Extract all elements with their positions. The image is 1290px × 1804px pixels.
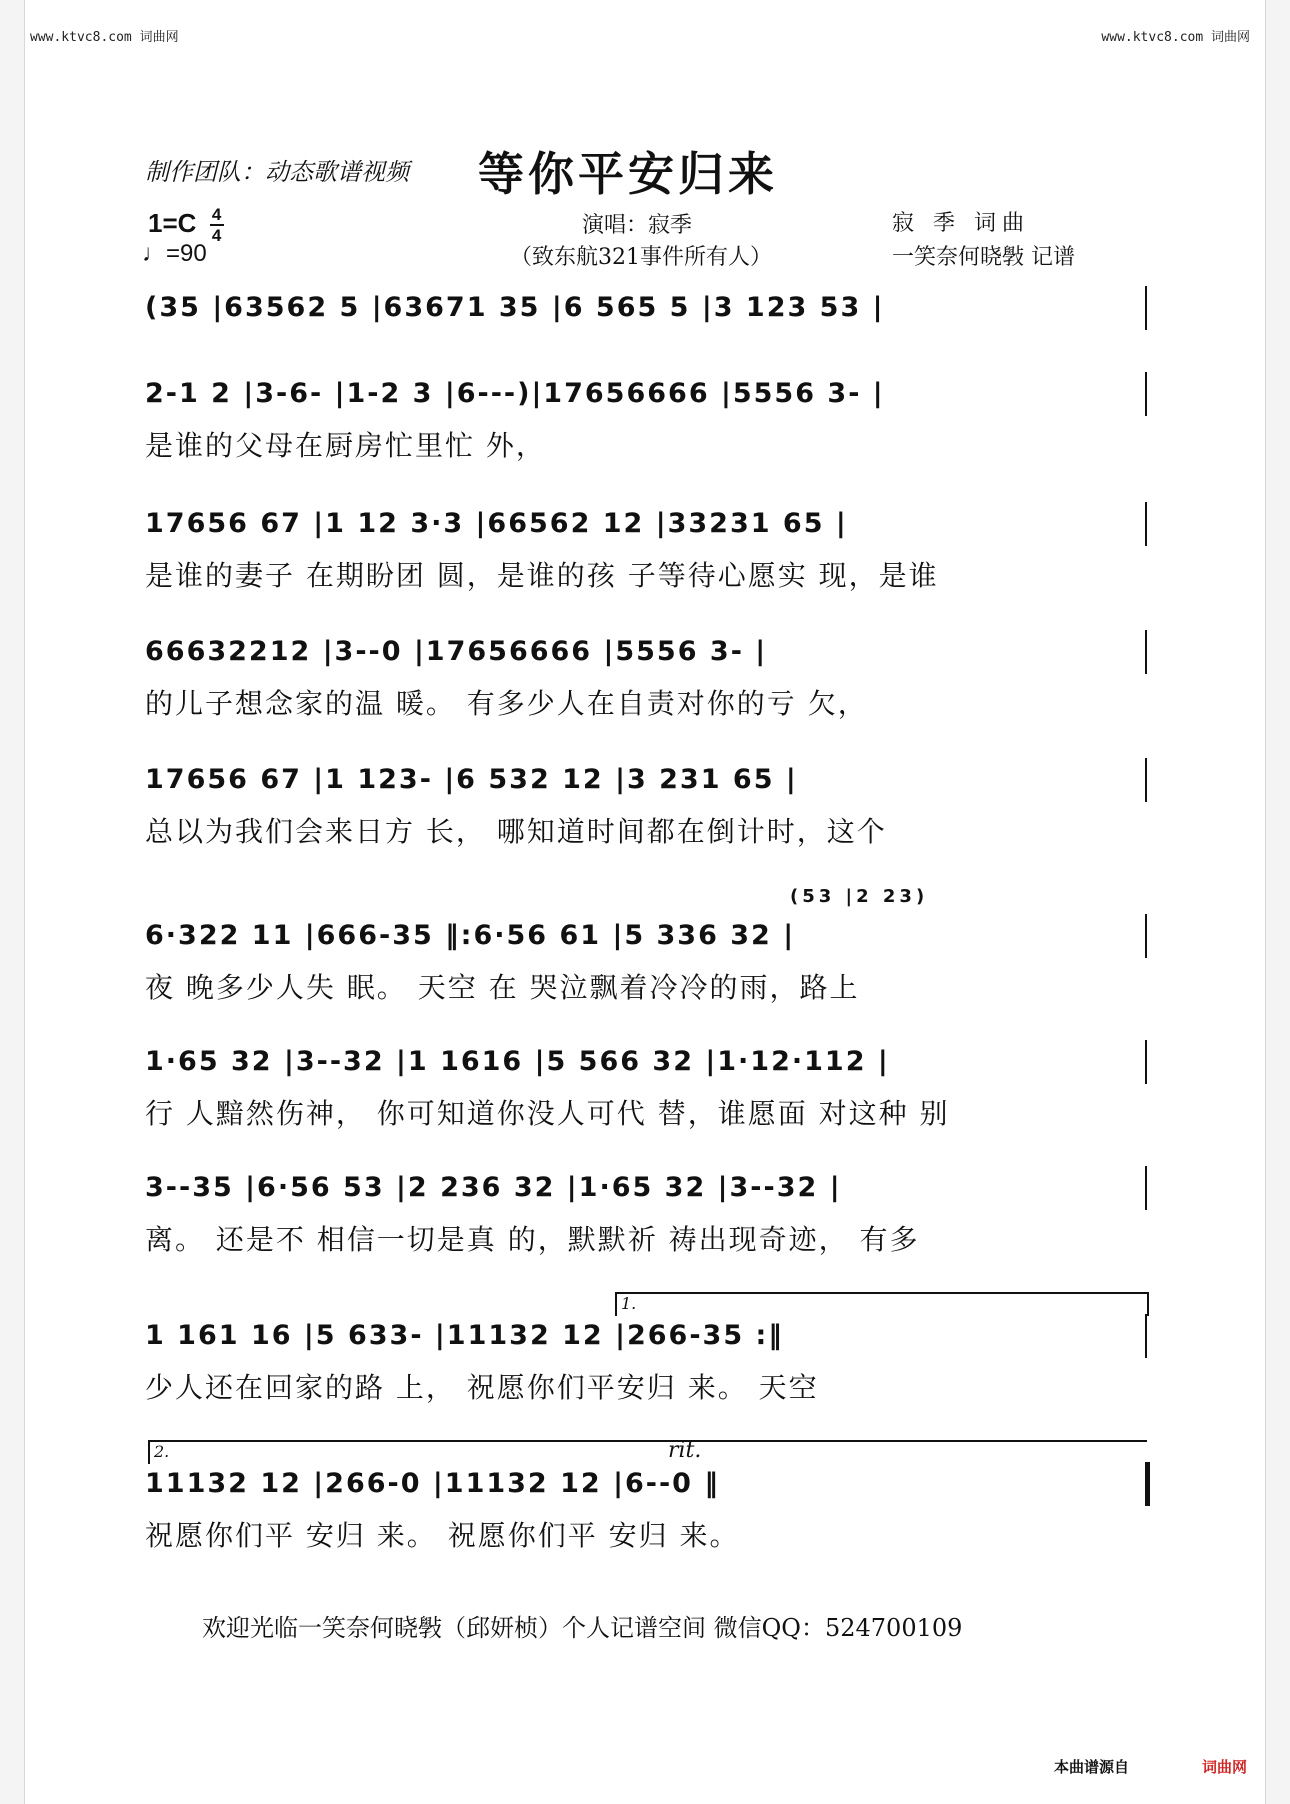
time-signature [210,206,224,244]
volta-number: 2. [154,1442,170,1461]
volta-bracket [148,1440,1147,1464]
notation-line: 3--35 |6·56 53 |2 236 32 |1·65 32 |3--32 | [145,1172,842,1203]
credit-text: 制作团队：动态歌谱视频 [145,158,409,186]
watermark-left: www.ktvc8.com 词曲网 [30,30,179,45]
notation-line: 1 161 16 |5 633- |11132 12 |266-35 :‖ [145,1320,784,1351]
barline [1145,372,1147,416]
ritardando-mark: rit. [668,1438,702,1463]
lyrics-line: 少人还在回家的路 上， 祝愿你们平安归 来。 天空 [145,1371,819,1404]
ossia-notes: (53 |2 23) [790,886,929,907]
right-margin-strip [1265,0,1290,1804]
notation-line: 6·322 11 |666-35 ‖:6·56 61 |5 336 32 | [145,920,796,951]
barline [1145,286,1147,330]
notation-line: 17656 67 |1 12 3·3 |66562 12 |33231 65 | [145,508,848,539]
volta-bracket [615,1292,1149,1316]
source-label: 本曲谱源自 [1054,1758,1130,1776]
left-margin-strip [0,0,25,1804]
lyrics-line: 是谁的父母在厨房忙里忙 外， [145,429,546,462]
barline [1145,914,1147,958]
notation-line: (35 |63562 5 |63671 35 |6 565 5 |3 123 53 | [145,292,885,323]
lyrics-line: 总以为我们会来日方 长， 哪知道时间都在倒计时，这个 [145,815,887,848]
barline [1145,1040,1147,1084]
lyrics-line: 祝愿你们平 安归 来。 祝愿你们平 安归 来。 [145,1519,740,1552]
barline [1145,1166,1147,1210]
notation-line: 17656 67 |1 123- |6 532 12 |3 231 65 | [145,764,798,795]
composer-text: 寂 季 词曲 [892,211,1030,236]
barline [1145,1314,1147,1358]
barline [1145,1462,1150,1506]
key-signature [148,206,224,244]
barline [1145,502,1147,546]
dedication-text: （致东航321事件所有人） [510,245,772,270]
volta-number: 1. [621,1294,637,1313]
lyrics-line: 夜 晚多少人失 眠。 天空 在 哭泣飘着冷冷的雨，路上 [145,971,860,1004]
source-site: 词曲网 [1202,1758,1248,1776]
lyrics-line: 行 人黯然伤神， 你可知道你没人可代 替，谁愿面 对这种 别 [145,1097,950,1130]
transcriber-text: 一笑奈何晓斅 记谱 [892,245,1075,270]
singer-text: 演唱：寂季 [582,213,693,238]
lyrics-line: 的儿子想念家的温 暖。 有多少人在自责对你的亏 欠， [145,687,868,720]
barline [1145,758,1147,802]
key-text: 1=C [148,207,197,238]
quarter-note-icon: ♩ [142,240,166,267]
tempo-text: =90 [166,240,207,267]
lyrics-line: 是谁的妻子 在期盼团 圆，是谁的孩 子等待心愿实 现，是谁 [145,559,939,592]
time-bottom: 4 [211,226,222,245]
lyrics-line: 离。 还是不 相信一切是真 的，默默祈 祷出现奇迹， 有多 [145,1223,920,1256]
notation-line: 1·65 32 |3--32 |1 1616 |5 566 32 |1·12·112 | [145,1046,890,1077]
footer-text: 欢迎光临一笑奈何晓斅（邱妍桢）个人记谱空间 微信QQ：524700109 [202,1614,963,1642]
time-top: 4 [211,205,222,224]
notation-line: 66632212 |3--0 |17656666 |5556 3- | [145,636,768,667]
notation-line: 11132 12 |266-0 |11132 12 |6--0 ‖ [145,1468,720,1499]
tempo-marking [142,240,207,268]
page-title: 等你平安归来 [478,147,778,201]
watermark-right: www.ktvc8.com 词曲网 [1101,30,1250,45]
notation-line: 2-1 2 |3-6- |1-2 3 |6---)|17656666 |5556 3- | [145,378,885,409]
barline [1145,630,1147,674]
